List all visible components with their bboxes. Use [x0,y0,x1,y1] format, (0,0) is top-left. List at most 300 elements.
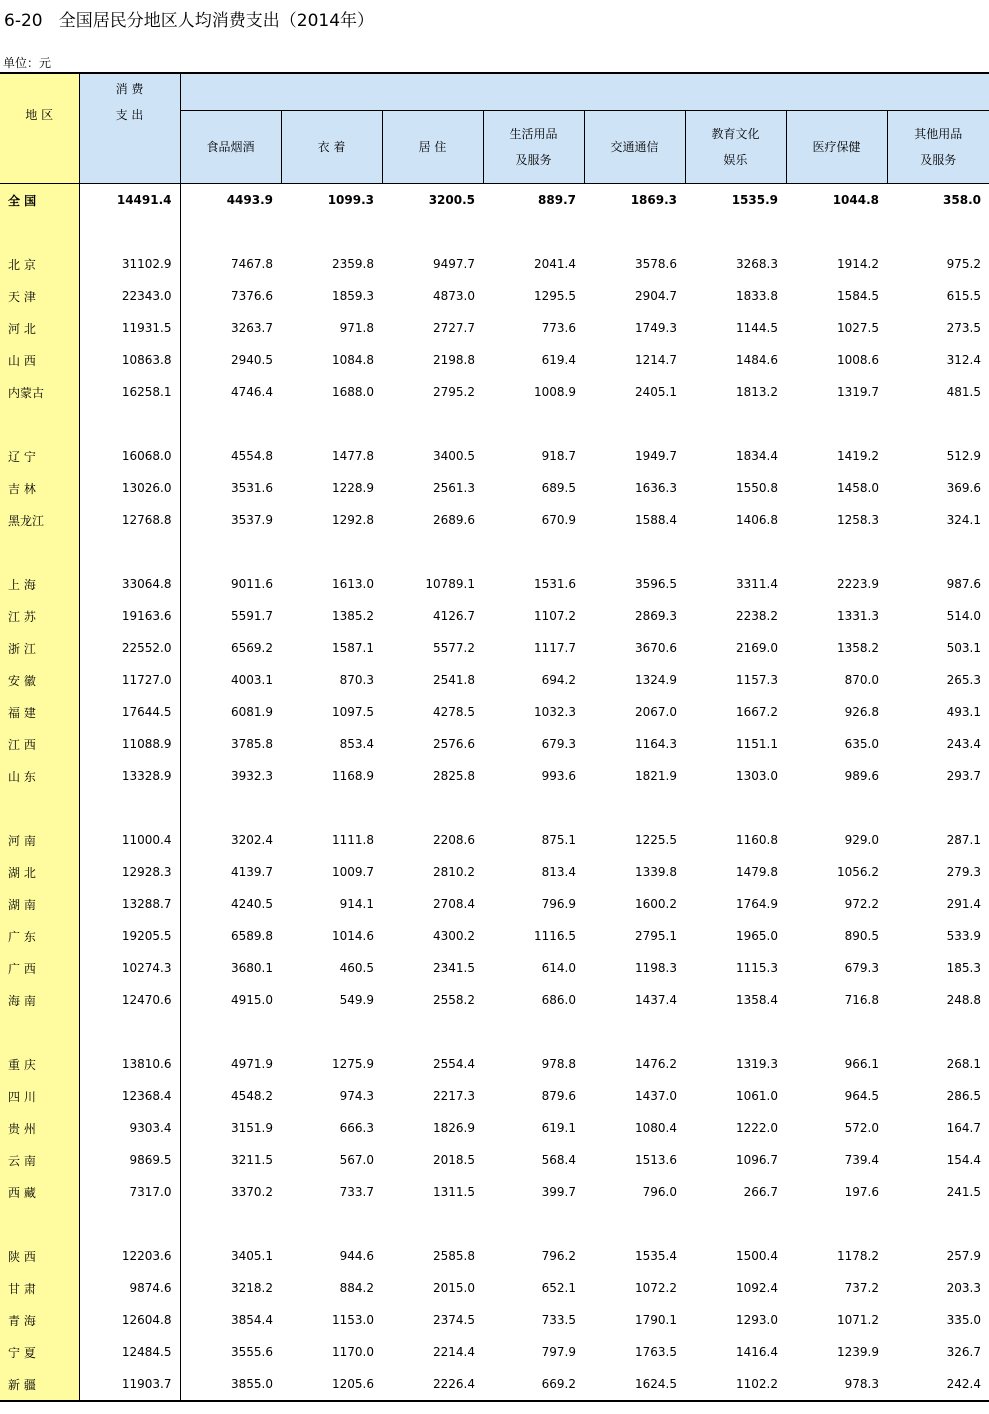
value-cell: 978.3 [786,1368,887,1401]
value-cell: 3537.9 [231,513,273,527]
value-cell [180,1208,281,1240]
table-row [0,760,989,792]
value-cell: 1293.0 [736,1313,778,1327]
region-cell: 福 建 [0,696,79,728]
value-cell: 265.3 [946,673,981,687]
header-col-5 [685,110,786,183]
value-cell: 3785.8 [231,737,273,751]
value-cell: 974.3 [339,1089,374,1103]
value-cell: 3405.1 [231,1249,273,1263]
value-cell: 884.2 [339,1281,374,1295]
table-row [0,856,989,888]
value-cell [887,408,989,440]
total-cell: 19163.6 [79,600,180,632]
value-cell [786,216,887,248]
value-cell [584,792,685,824]
value-cell: 1107.2 [534,609,576,623]
value-cell: 1008.9 [534,385,576,399]
value-cell: 568.4 [541,1153,576,1167]
value-cell: 1116.5 [534,929,576,943]
region-cell: 内蒙古 [0,376,79,408]
value-cell: 975.2 [946,257,981,271]
value-cell: 2041.4 [534,257,576,271]
value-cell: 1092.4 [736,1281,778,1295]
value-cell: 1339.8 [635,865,677,879]
region-cell: 黑龙江 [0,504,79,536]
value-cell [786,1208,887,1240]
value-cell: 324.1 [946,513,981,527]
region-cell: 江 西 [0,728,79,760]
value-cell: 4915.0 [231,993,273,1007]
table-row [0,984,989,1016]
region-cell: 山 东 [0,760,79,792]
value-cell: 2067.0 [635,705,677,719]
value-cell: 6569.2 [231,641,273,655]
value-cell: 926.8 [844,705,879,719]
header-col-4 [584,110,685,183]
value-cell [180,1016,281,1048]
value-cell: 1311.5 [433,1185,475,1199]
value-cell: 3555.6 [231,1345,273,1359]
spacer-row [0,408,989,440]
value-cell: 4300.2 [433,929,475,943]
total-cell: 14491.4 [79,184,180,217]
value-cell: 3578.6 [635,257,677,271]
header-col-line2: 及服务 [920,152,957,167]
region-cell: 贵 州 [0,1112,79,1144]
value-cell: 2689.6 [433,513,475,527]
value-cell [483,1016,584,1048]
value-cell [382,1016,483,1048]
region-cell: 天 津 [0,280,79,312]
value-cell: 2554.4 [433,1057,475,1071]
region-cell: 浙 江 [0,632,79,664]
value-cell: 9497.7 [433,257,475,271]
value-cell [79,408,180,440]
value-cell: 619.4 [541,353,576,367]
table-row [0,1336,989,1368]
region-cell: 广 西 [0,952,79,984]
value-cell [79,216,180,248]
value-cell: 3531.6 [231,481,273,495]
value-cell: 2359.8 [332,257,374,271]
value-cell [685,536,786,568]
spacer-row [0,792,989,824]
region-cell: 广 东 [0,920,79,952]
value-cell: 1205.6 [281,1368,382,1401]
total-cell: 22552.0 [79,632,180,664]
header-col-line1: 其他用品 [914,126,963,141]
header-region: 地 区 [0,73,79,184]
value-cell: 1153.0 [332,1313,374,1327]
value-cell [180,536,281,568]
value-cell: 1097.5 [332,705,374,719]
total-cell: 11088.9 [79,728,180,760]
value-cell: 2558.2 [433,993,475,1007]
header-col-2 [382,110,483,183]
value-cell [483,216,584,248]
consumption-table [0,72,989,1402]
value-cell: 1008.6 [837,353,879,367]
value-cell: 1084.8 [332,353,374,367]
value-cell [887,536,989,568]
value-cell: 1115.3 [736,961,778,975]
region-cell: 云 南 [0,1144,79,1176]
table-row [0,1112,989,1144]
value-cell: 3218.2 [231,1281,273,1295]
value-cell [382,792,483,824]
value-cell: 533.9 [946,929,981,943]
value-cell: 1214.7 [635,353,677,367]
value-cell: 3202.4 [231,833,273,847]
table-row [0,1304,989,1336]
value-cell [786,1016,887,1048]
spacer-row [0,1208,989,1240]
value-cell: 971.8 [339,321,374,335]
value-cell: 3596.5 [635,577,677,591]
value-cell [786,536,887,568]
region-cell: 湖 南 [0,888,79,920]
region-cell: 四 川 [0,1080,79,1112]
value-cell: 503.1 [946,641,981,655]
total-cell: 9874.6 [79,1272,180,1304]
value-cell: 1096.7 [736,1153,778,1167]
value-cell: 797.9 [541,1345,576,1359]
value-cell: 1385.2 [332,609,374,623]
header-col-line2: 及服务 [515,152,552,167]
value-cell: 2169.0 [736,641,778,655]
value-cell: 1624.5 [584,1368,685,1401]
value-cell: 2708.4 [433,897,475,911]
value-cell: 3263.7 [231,321,273,335]
value-cell: 733.7 [339,1185,374,1199]
value-cell: 2405.1 [635,385,677,399]
value-cell: 966.1 [844,1057,879,1071]
value-cell [180,216,281,248]
value-cell: 6589.8 [231,929,273,943]
value-cell [887,792,989,824]
value-cell: 2214.4 [433,1345,475,1359]
total-cell: 12368.4 [79,1080,180,1112]
value-cell: 1170.0 [332,1345,374,1359]
value-cell: 1258.3 [837,513,879,527]
region-cell [0,1016,79,1048]
value-cell: 918.7 [541,449,576,463]
value-cell: 1151.1 [736,737,778,751]
value-cell [281,536,382,568]
value-cell [382,1208,483,1240]
total-cell: 16068.0 [79,440,180,472]
value-cell: 1476.2 [635,1057,677,1071]
value-cell: 4746.4 [231,385,273,399]
value-cell: 242.4 [887,1368,989,1401]
value-cell: 266.7 [743,1185,778,1199]
value-cell: 5591.7 [231,609,273,623]
value-cell: 879.6 [541,1089,576,1103]
value-cell: 243.4 [946,737,981,751]
table-row [0,568,989,600]
value-cell: 679.3 [541,737,576,751]
value-cell: 4971.9 [231,1057,273,1071]
value-cell: 268.1 [946,1057,981,1071]
header-col-line1: 衣 着 [317,139,346,154]
value-cell: 635.0 [844,737,879,751]
value-cell: 2541.8 [433,673,475,687]
header-col-line2: 娱乐 [723,152,748,167]
value-cell: 870.0 [844,673,879,687]
header-col-line1: 生活用品 [509,126,558,141]
value-cell: 2585.8 [433,1249,475,1263]
value-cell: 796.0 [642,1185,677,1199]
value-cell: 4278.5 [433,705,475,719]
table-row [0,376,989,408]
value-cell: 1080.4 [635,1121,677,1135]
value-cell: 1295.5 [534,289,576,303]
value-cell: 1168.9 [332,769,374,783]
value-cell: 1688.0 [332,385,374,399]
value-cell: 2795.1 [635,929,677,943]
value-cell: 3670.6 [635,641,677,655]
table-row [0,1240,989,1272]
value-cell: 1531.6 [534,577,576,591]
value-cell: 7467.8 [231,257,273,271]
value-cell [786,792,887,824]
value-cell: 1044.8 [832,193,879,207]
value-cell [584,1016,685,1048]
value-cell: 666.3 [339,1121,374,1135]
value-cell: 993.6 [541,769,576,783]
value-cell: 2795.2 [433,385,475,399]
table-row [0,280,989,312]
value-cell: 694.2 [541,673,576,687]
region-cell: 海 南 [0,984,79,1016]
value-cell: 1032.3 [534,705,576,719]
value-cell: 796.2 [541,1249,576,1263]
value-cell: 2561.3 [433,481,475,495]
total-cell: 10863.8 [79,344,180,376]
value-cell: 619.1 [541,1121,576,1135]
region-cell: 重 庆 [0,1048,79,1080]
value-cell: 929.0 [844,833,879,847]
value-cell: 203.3 [946,1281,981,1295]
value-cell: 4139.7 [231,865,273,879]
header-col-line1: 教育文化 [711,126,760,141]
header-col-7 [887,110,989,183]
value-cell: 2208.6 [433,833,475,847]
value-cell: 1826.9 [433,1121,475,1135]
value-cell: 1358.2 [837,641,879,655]
table-row [0,504,989,536]
value-cell: 1763.5 [635,1345,677,1359]
value-cell: 1160.8 [736,833,778,847]
spacer-row [0,1016,989,1048]
value-cell: 1222.0 [736,1121,778,1135]
value-cell: 1613.0 [332,577,374,591]
table-row [0,1048,989,1080]
value-cell: 1228.9 [332,481,374,495]
table-row [0,1080,989,1112]
value-cell: 813.4 [541,865,576,879]
value-cell: 1014.6 [332,929,374,943]
value-cell [887,216,989,248]
value-cell: 615.5 [946,289,981,303]
region-cell: 宁 夏 [0,1336,79,1368]
value-cell: 2223.9 [837,577,879,591]
value-cell: 944.6 [339,1249,374,1263]
region-cell [0,408,79,440]
value-cell: 326.7 [946,1345,981,1359]
value-cell [584,216,685,248]
value-cell: 1790.1 [635,1313,677,1327]
total-cell: 13288.7 [79,888,180,920]
value-cell: 1419.2 [837,449,879,463]
region-cell: 新 疆 [0,1368,79,1401]
value-cell: 914.1 [339,897,374,911]
value-cell: 972.2 [844,897,879,911]
total-cell: 10274.3 [79,952,180,984]
value-cell: 3932.3 [231,769,273,783]
value-cell: 2576.6 [433,737,475,751]
value-cell: 853.4 [339,737,374,751]
total-cell: 31102.9 [79,248,180,280]
value-cell: 964.5 [844,1089,879,1103]
table-row [0,824,989,856]
total-cell: 9869.5 [79,1144,180,1176]
value-cell [887,1016,989,1048]
header-band [180,73,989,110]
value-cell: 5577.2 [433,641,475,655]
value-cell: 1479.8 [736,865,778,879]
header-total [79,73,180,184]
value-cell: 1458.0 [837,481,879,495]
value-cell [281,216,382,248]
value-cell [887,1208,989,1240]
value-cell: 1319.3 [736,1057,778,1071]
value-cell: 796.9 [541,897,576,911]
value-cell: 689.5 [541,481,576,495]
region-cell [0,792,79,824]
table-row [0,1368,989,1401]
value-cell: 1914.2 [837,257,879,271]
value-cell: 870.3 [339,673,374,687]
value-cell: 1324.9 [635,673,677,687]
table-row [0,728,989,760]
value-cell: 4493.9 [226,193,273,207]
value-cell: 2015.0 [433,1281,475,1295]
value-cell [79,1016,180,1048]
value-cell: 460.5 [339,961,374,975]
value-cell: 1056.2 [837,865,879,879]
value-cell: 2198.8 [433,353,475,367]
region-cell: 西 藏 [0,1176,79,1208]
value-cell: 286.5 [946,1089,981,1103]
value-cell [382,536,483,568]
region-cell: 江 苏 [0,600,79,632]
header-col-6 [786,110,887,183]
value-cell: 1009.7 [332,865,374,879]
value-cell: 669.2 [483,1368,584,1401]
value-cell: 1821.9 [635,769,677,783]
value-cell: 279.3 [946,865,981,879]
value-cell [685,792,786,824]
value-cell: 1834.4 [736,449,778,463]
value-cell: 2217.3 [433,1089,475,1103]
total-cell: 16258.1 [79,376,180,408]
table-row [0,1176,989,1208]
region-cell [0,1208,79,1240]
value-cell: 358.0 [943,193,981,207]
value-cell: 512.9 [946,449,981,463]
value-cell: 670.9 [541,513,576,527]
value-cell [685,408,786,440]
value-cell: 1587.1 [332,641,374,655]
total-cell: 11000.4 [79,824,180,856]
value-cell: 1949.7 [635,449,677,463]
value-cell: 1358.4 [736,993,778,1007]
total-cell: 19205.5 [79,920,180,952]
value-cell: 2727.7 [433,321,475,335]
value-cell [382,408,483,440]
value-cell: 1764.9 [736,897,778,911]
total-cell: 33064.8 [79,568,180,600]
table-row [0,472,989,504]
region-cell: 北 京 [0,248,79,280]
value-cell: 2341.5 [433,961,475,975]
value-cell: 481.5 [946,385,981,399]
value-cell: 1061.0 [736,1089,778,1103]
value-cell: 1588.4 [635,513,677,527]
value-cell: 2374.5 [433,1313,475,1327]
value-cell: 4126.7 [433,609,475,623]
value-cell: 1406.8 [736,513,778,527]
value-cell [79,792,180,824]
value-cell: 9011.6 [231,577,273,591]
table-row [0,888,989,920]
value-cell: 3400.5 [433,449,475,463]
value-cell: 3311.4 [736,577,778,591]
header-col-line1: 交通通信 [610,139,659,154]
value-cell: 1859.3 [332,289,374,303]
value-cell [483,408,584,440]
table-row [0,632,989,664]
value-cell: 1869.3 [630,193,677,207]
value-cell: 733.5 [541,1313,576,1327]
total-cell: 13810.6 [79,1048,180,1080]
value-cell: 1437.0 [635,1089,677,1103]
value-cell: 567.0 [339,1153,374,1167]
value-cell: 4003.1 [231,673,273,687]
region-cell: 河 南 [0,824,79,856]
value-cell: 989.6 [844,769,879,783]
table-row [0,440,989,472]
value-cell: 293.7 [946,769,981,783]
value-cell: 737.2 [844,1281,879,1295]
value-cell: 248.8 [946,993,981,1007]
region-cell: 安 徽 [0,664,79,696]
table-row [0,312,989,344]
total-cell: 12928.3 [79,856,180,888]
total-cell: 11931.5 [79,312,180,344]
value-cell [180,408,281,440]
total-cell: 9303.4 [79,1112,180,1144]
value-cell: 572.0 [844,1121,879,1135]
table-row [0,1144,989,1176]
value-cell: 773.6 [541,321,576,335]
value-cell: 1071.2 [837,1313,879,1327]
header-col-0 [180,110,281,183]
value-cell: 1319.7 [837,385,879,399]
value-cell: 335.0 [946,1313,981,1327]
